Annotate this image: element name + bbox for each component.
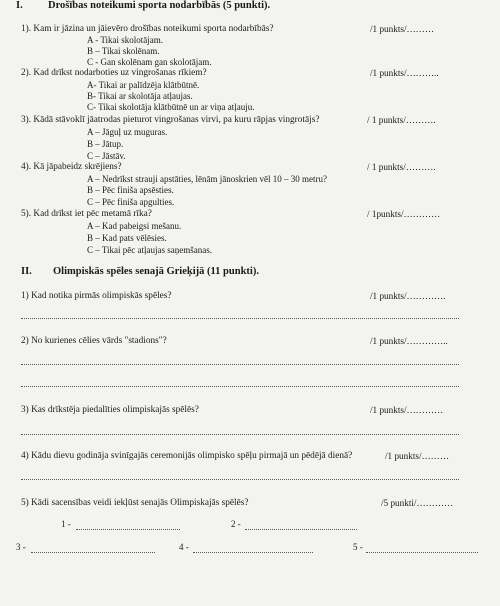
- s1-q5-option-a: A – Kad pabeigsi mešanu.: [87, 221, 182, 231]
- answer-slot-5-line[interactable]: [366, 552, 478, 553]
- answer-line[interactable]: [21, 364, 459, 365]
- s1-q4-option-a: A – Nedrīkst strauji apstāties, lēnām jānoskrien vēl 10 – 30 metru?: [87, 174, 327, 184]
- s1-q3-option-b: B – Jātup.: [87, 139, 124, 149]
- s1-question-1-points: /1 punkts/………: [370, 24, 435, 34]
- s1-q1-option-a: A - Tikai skolotājam.: [87, 35, 164, 45]
- s2-question-3: 3) Kas drīkstēja piedalīties olimpiskajās spēlēs?: [21, 405, 199, 415]
- answer-line[interactable]: [21, 318, 459, 319]
- section-2-number: II.: [21, 266, 32, 277]
- answer-slot-1-line[interactable]: [76, 529, 180, 530]
- s2-question-3-points: /1 punkts/…………: [370, 405, 444, 415]
- answer-line[interactable]: [21, 479, 459, 480]
- s1-q5-option-b: B – Kad pats vēlēsies.: [87, 233, 167, 243]
- s1-question-1: 1). Kam ir jāzina un jāievēro drošības noteikumi sporta nodarbībās?: [21, 24, 274, 34]
- s1-q4-option-b: B – Pēc finiša apsēsties.: [87, 185, 174, 195]
- s1-q3-option-a: A – Jāguļ uz muguras.: [87, 127, 168, 137]
- s2-question-2: 2) No kurienes cēlies vārds "stadions"?: [21, 336, 167, 346]
- s1-question-5: 5). Kad drīkst iet pēc metamā rīka?: [21, 209, 152, 219]
- answer-slot-2-line[interactable]: [245, 529, 357, 530]
- s1-q2-option-a: A- Tikai ar palīdzēja klātbūtnē.: [87, 80, 200, 90]
- s2-question-1-points: /1 punkts/………….: [370, 291, 446, 301]
- s1-q1-option-b: B – Tikai skolēnam.: [87, 46, 160, 56]
- s2-question-4: 4) Kādu dievu godināja svinīgajās ceremonijās olimpisko spēļu pirmajā un pēdējā dienā?: [21, 451, 353, 461]
- s1-q1-option-c: C - Gan skolēnam gan skolotājam.: [87, 57, 212, 67]
- answer-slot-1-label: 1 -: [61, 519, 71, 529]
- s1-q2-option-c: C- Tikai skolotāja klātbūtnē un ar viņa atļauju.: [87, 102, 255, 112]
- section-1-title: Drošības noteikumi sporta nodarbībās (5 punkti).: [48, 0, 271, 11]
- answer-slot-5-label: 5 -: [353, 542, 363, 552]
- answer-line[interactable]: [21, 386, 459, 387]
- s1-question-2: 2). Kad drīkst nodarboties uz vingrošanas rīkiem?: [21, 68, 207, 78]
- s2-question-1: 1) Kad notika pirmās olimpiskās spēles?: [21, 291, 172, 301]
- section-1-number: I.: [16, 0, 23, 11]
- s1-question-5-points: / 1punkts/…………: [367, 209, 441, 219]
- answer-slot-3-label: 3 -: [16, 542, 26, 552]
- answer-line[interactable]: [21, 434, 459, 435]
- s1-question-4-points: / 1 punkts/……….: [367, 162, 436, 172]
- section-2-title: Olimpiskās spēles senajā Grieķijā (11 punkti).: [53, 266, 259, 277]
- s1-q2-option-b: B- Tikai ar skolotāja atļaujas.: [87, 91, 193, 101]
- answer-slot-4-line[interactable]: [193, 552, 313, 553]
- s1-question-4: 4). Kā jāpabeidz skrējiens?: [21, 162, 122, 172]
- answer-slot-2-label: 2 -: [231, 519, 241, 529]
- s1-question-3: 3). Kādā stāvoklī jāatrodas pieturot vingrošanas virvi, pa kuru rāpjas vingrotājs?: [21, 115, 320, 125]
- s1-question-3-points: / 1 punkts/……….: [367, 115, 436, 125]
- s1-q3-option-c: C – Jāstāv.: [87, 151, 126, 161]
- s2-question-4-points: /1 punkts/………: [385, 451, 450, 461]
- s1-q4-option-c: C – Pēc finiša apgulties.: [87, 197, 175, 207]
- s2-question-2-points: /1 punkts/…………..: [370, 336, 448, 346]
- s1-q5-option-c: C – Tikai pēc atļaujas saņemšanas.: [87, 245, 212, 255]
- answer-slot-3-line[interactable]: [31, 552, 155, 553]
- answer-slot-4-label: 4 -: [179, 542, 189, 552]
- s2-question-5: 5) Kādi sacensības veidi iekļūst senajās Olimpiskajās spēlēs?: [21, 498, 249, 508]
- s1-question-2-points: /1 punkts/………..: [370, 68, 439, 78]
- s2-question-5-points: /5 punkti/…………: [381, 498, 454, 508]
